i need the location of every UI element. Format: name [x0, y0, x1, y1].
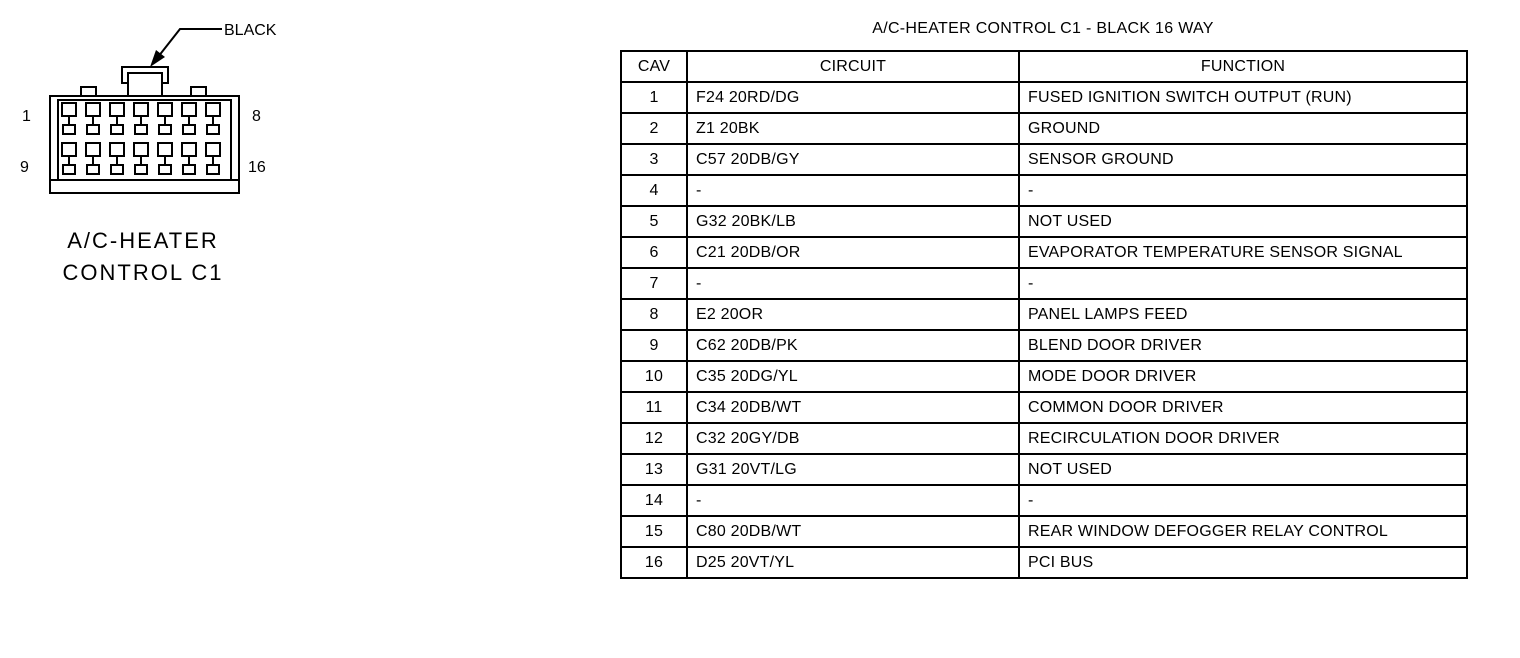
function-cell: NOT USED	[1019, 454, 1467, 485]
function-cell: BLEND DOOR DRIVER	[1019, 330, 1467, 361]
function-cell: PANEL LAMPS FEED	[1019, 299, 1467, 330]
connector-name-line1: A/C-HEATER	[67, 228, 219, 253]
column-header-cav: CAV	[621, 51, 687, 82]
connector-latch-tab	[128, 73, 162, 96]
circuit-cell: C34 20DB/WT	[687, 392, 1019, 423]
table-row	[621, 361, 1467, 392]
function-cell: PCI BUS	[1019, 547, 1467, 578]
connector-drawing	[0, 0, 300, 300]
function-cell: SENSOR GROUND	[1019, 144, 1467, 175]
column-header-function: FUNCTION	[1019, 51, 1467, 82]
cav-cell: 2	[621, 113, 687, 144]
cav-cell: 8	[621, 299, 687, 330]
function-cell: -	[1019, 485, 1467, 516]
circuit-cell: G32 20BK/LB	[687, 206, 1019, 237]
function-cell: -	[1019, 268, 1467, 299]
function-cell: -	[1019, 175, 1467, 206]
table-row	[621, 423, 1467, 454]
circuit-cell: C21 20DB/OR	[687, 237, 1019, 268]
cav-cell: 15	[621, 516, 687, 547]
circuit-cell: -	[687, 268, 1019, 299]
table-row	[621, 547, 1467, 578]
circuit-cell: -	[687, 485, 1019, 516]
cav-cell: 13	[621, 454, 687, 485]
table-title: A/C-HEATER CONTROL C1 - BLACK 16 WAY	[872, 20, 1214, 37]
function-cell: MODE DOOR DRIVER	[1019, 361, 1467, 392]
table-row	[621, 392, 1467, 423]
pin-label-first-bottom: 9	[20, 159, 29, 176]
circuit-cell: G31 20VT/LG	[687, 454, 1019, 485]
table-row	[621, 144, 1467, 175]
table-row	[621, 113, 1467, 144]
table-row	[621, 485, 1467, 516]
circuit-cell: C32 20GY/DB	[687, 423, 1019, 454]
cav-cell: 11	[621, 392, 687, 423]
table-row	[621, 237, 1467, 268]
table-row	[621, 330, 1467, 361]
cav-cell: 7	[621, 268, 687, 299]
table-header-row	[621, 51, 1467, 82]
function-cell: GROUND	[1019, 113, 1467, 144]
circuit-cell: -	[687, 175, 1019, 206]
circuit-cell: C57 20DB/GY	[687, 144, 1019, 175]
circuit-cell: F24 20RD/DG	[687, 82, 1019, 113]
table-row	[621, 82, 1467, 113]
table-row	[621, 299, 1467, 330]
circuit-cell: C80 20DB/WT	[687, 516, 1019, 547]
connector-color-label: BLACK	[224, 22, 277, 39]
cav-cell: 3	[621, 144, 687, 175]
connector-key-left	[81, 87, 96, 96]
circuit-cell: Z1 20BK	[687, 113, 1019, 144]
connector-key-right	[191, 87, 206, 96]
cav-cell: 14	[621, 485, 687, 516]
circuit-cell: D25 20VT/YL	[687, 547, 1019, 578]
function-cell: COMMON DOOR DRIVER	[1019, 392, 1467, 423]
table-row	[621, 206, 1467, 237]
pinout-table-body	[621, 82, 1467, 578]
pin-label-first-top: 1	[22, 108, 31, 125]
cav-cell: 1	[621, 82, 687, 113]
circuit-cell: C62 20DB/PK	[687, 330, 1019, 361]
function-cell: EVAPORATOR TEMPERATURE SENSOR SIGNAL	[1019, 237, 1467, 268]
callout-leader-line	[158, 29, 222, 57]
pin-label-last-bottom: 16	[248, 159, 266, 176]
function-cell: FUSED IGNITION SWITCH OUTPUT (RUN)	[1019, 82, 1467, 113]
cav-cell: 12	[621, 423, 687, 454]
function-cell: REAR WINDOW DEFOGGER RELAY CONTROL	[1019, 516, 1467, 547]
connector-name-line2: CONTROL C1	[62, 260, 224, 285]
pin-label-last-top: 8	[252, 108, 261, 125]
pinout-table	[620, 50, 1468, 579]
table-row	[621, 268, 1467, 299]
cav-cell: 4	[621, 175, 687, 206]
cav-cell: 16	[621, 547, 687, 578]
table-row	[621, 516, 1467, 547]
circuit-cell: E2 20OR	[687, 299, 1019, 330]
table-row	[621, 454, 1467, 485]
cav-cell: 9	[621, 330, 687, 361]
cav-cell: 10	[621, 361, 687, 392]
circuit-cell: C35 20DG/YL	[687, 361, 1019, 392]
connector-diagram	[0, 0, 300, 300]
cav-cell: 5	[621, 206, 687, 237]
function-cell: RECIRCULATION DOOR DRIVER	[1019, 423, 1467, 454]
column-header-circuit: CIRCUIT	[687, 51, 1019, 82]
function-cell: NOT USED	[1019, 206, 1467, 237]
cav-cell: 6	[621, 237, 687, 268]
table-row	[621, 175, 1467, 206]
